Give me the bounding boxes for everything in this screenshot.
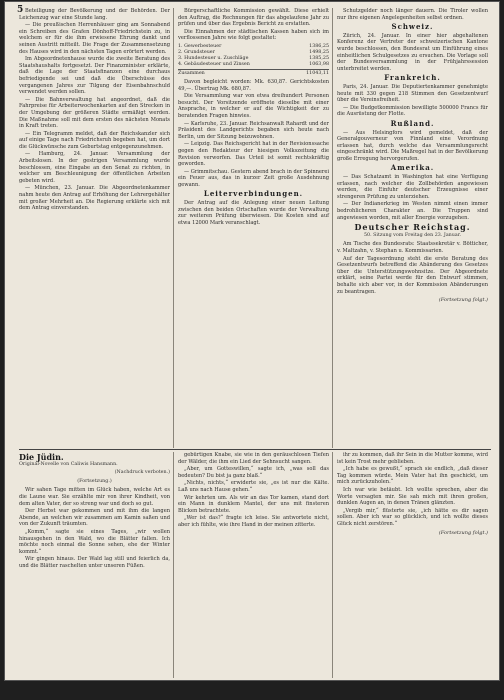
story-paragraph: Wir gingen hinaus. Der Wald lag still und feierlich da, und die Blätter raschelten unter unseren Füßen. — [19, 556, 170, 569]
story-column-3 — [337, 452, 491, 678]
newspaper-page — [5, 2, 499, 680]
news-paragraph: — Die Bahnverwaltung hat angeordnet, daß die Fahrpreise für Arbeiterwochenkarten auf den Strecken in der Umgebung der größeren Städte ermäßigt werden. Die Maßnahme soll mit dem ersten des nächsten Monats in Kraft treten. — [19, 96, 170, 130]
news-paragraph: Davon begleicht worden: Mk. 630,87. Gerichtskosten 49,—. Übertrag Mk. 680,87. — [178, 78, 329, 92]
news-paragraph: — Ein Telegramm meldet, daß der Reichskanzler sich auf einige Tage nach Friedrichsruh begeben hat, um dort die Glückwünsche zum Geburtstag entgegenzunehmen. — [19, 130, 170, 150]
section-heading: Leiterverbindungen. — [203, 189, 304, 199]
news-column-1 — [19, 8, 174, 448]
news-paragraph: Die Versammlung war von etwa dreihundert Personen besucht. Der Vorsitzende eröffnete dieselbe mit einer Ansprache, in welcher er auf die Wichtigkeit der zu beratenden Fragen hinwies. — [178, 93, 329, 119]
story-paragraph: „Komm,“ sagte sie eines Tages, „wir wollen hinausgehen in den Wald, wo die Blätter fallen. Ich möchte noch einmal die Sonne sehen, ehe der Winter kommt.“ — [19, 528, 170, 555]
table-total-row: Zusammen 11043,11 — [178, 70, 329, 76]
table-row: 3. Hundesteuer u. Zuschläge 1385,25 — [178, 55, 329, 61]
story-title: Die Jüdin. — [19, 452, 64, 462]
news-paragraph: — Aus Helsingfors wird gemeldet, daß der Generalgouverneur von Finnland eine Verordnung erlassen hat, durch welche das Versammlungsrecht eingeschränkt wird. Die Maßregel hat in der Bevölkerung große Erregung hervorgerufen. — [337, 129, 488, 162]
news-paragraph: — Der Indianerkrieg im Westen nimmt einen immer bedrohlicheren Charakter an. Die Truppen sind angewiesen worden, mit aller Energie vorzugehen. — [337, 201, 488, 221]
story-column-1 — [19, 452, 174, 678]
news-paragraph: — Die preußischen Herrenhäuser ging am Sonnabend ein Schreiben des Grafen Dönhoff-Friedrichstein zu, in welchem er für die ihm erwiesene Ehrung dankt und seinen Austritt mitteilt. Die Frage der Zusammensetzung des Hauses wird in den nächsten Tagen erörtert werden. — [19, 22, 170, 55]
feuilleton-divider — [19, 449, 491, 450]
continued-note: (Fortsetzung folgt.) — [438, 297, 488, 304]
story-continued: (Fortsetzung.) — [77, 478, 112, 484]
story-paragraph: Wir kehrten um. Als wir an das Tor kamen, stand dort ein Mann in dunklem Mantel, der uns mit finsteren Blicken betrachtete. — [178, 494, 329, 514]
story-paragraph: Der Herbst war gekommen und mit ihm die langen Abende, an welchen wir zusammen am Kamin saßen und von der Zukunft träumten. — [19, 508, 170, 528]
section-heading-reichstag: Deutscher Reichstag. — [354, 222, 471, 233]
story-paragraph: gebürtigen Knabe, sie wie in den geräuschlosen Tiefen der Wälder, die ihm ein Lied der Sehnsucht sangen. — [178, 452, 329, 465]
news-paragraph: Beteiligung der Bevölkerung und der Behörden. Der Leichenzug war eine Stunde lang. — [19, 8, 170, 21]
story-paragraph: ihr zu kommen, daß ihr Sein in die Mutter komme, wird ist kein Trost mehr geblieben. — [337, 452, 488, 465]
story-subtitle: Original-Novelle von Caliwis Hansmann. — [19, 461, 118, 467]
story-note: (Nachdruck verboten.) — [114, 470, 170, 476]
news-paragraph: Die Einnahmen der städtischen Kassen haben sich im verflossenen Jahre wie folgt gestaltet: — [178, 28, 329, 42]
news-paragraph: Bürgerschaftliche Kommission gewählt. Diese erhielt den Auftrag, die Rechnungen für das abgelaufene Jahr zu prüfen und über das Ergebnis Bericht zu erstatten. — [178, 8, 329, 28]
news-paragraph: Im Abgeordnetenhause wurde die zweite Beratung des Staatshaushalts fortgesetzt. Der Finanzminister erklärte, daß die Lage der Staatsfinanzen eine durchaus befriedigende sei und daß die Überschüsse des vergangenen Jahres zur Tilgung der Eisenbahnschuld verwendet werden sollen. — [19, 56, 170, 96]
news-column-3 — [337, 8, 491, 448]
news-column-2 — [178, 8, 333, 448]
story-paragraph: Ich war wie betäubt. Ich wollte sprechen, aber die Worte versagten mir. Sie sah mich mit ihren großen, dunklen Augen an, in denen Tränen glänzten. — [337, 486, 488, 507]
story-end-note: (Fortsetzung folgt.) — [438, 529, 488, 536]
page-number: 5 — [17, 5, 24, 15]
story-paragraph: „Vergib mir,“ flüsterte sie, „ich hätte es dir sagen sollen. Aber ich war so glücklich, und ich wollte dieses Glück nicht zerstören.“ — [337, 507, 488, 527]
news-columns — [19, 8, 491, 448]
section-heading-schweiz: Schweiz. — [391, 22, 434, 32]
news-paragraph: Paris, 24. Januar. Die Deputiertenkammer genehmigte heute mit 330 gegen 218 Stimmen den Gesetzentwurf über die Vereinsfreiheit. — [337, 83, 488, 104]
news-paragraph: — Hamburg, 24. Januar. Versammlung der Arbeitslosen. In der gestrigen Versammlung wurde beschlossen, eine Eingabe an den Senat zu richten, in welcher um Beschleunigung der öffentlichen Arbeiten gebeten wird. — [19, 151, 170, 184]
news-paragraph: Am Tische des Bundesrats: Staatssekretär v. Bötticher, v. Maltzahn, v. Stephan u. Kommissarien. — [337, 241, 488, 254]
story-paragraph: Wir sahen Tage mitten im Glück haben, welche Art es die Laune war. Sie erzählte mir von ihrer Kindheit, von dem alten Vater, der so streng war und doch so gut. — [19, 487, 170, 507]
table-row: 1. Gewerbesteuer 1386,25 — [178, 43, 329, 49]
news-paragraph: Schutzgelder noch länger dauern. Die Tiroler wollen nur ihre eigenen Angelegenheiten selbst ordnen. — [337, 8, 488, 21]
table-row: 4. Gebäudesteuer und Zinsen 1063,98 — [178, 61, 329, 67]
story-paragraph: „Aber, um Gotteswillen,“ sagte ich, „was soll das bedeuten? Du bist ja ganz blaß.“ — [178, 466, 329, 479]
story-paragraph: „Ich habe es gewußt,“ sprach sie endlich, „daß dieser Tag kommen würde. Mein Vater hat ihn geschickt, um mich zurückzuholen.“ — [337, 466, 488, 486]
news-paragraph: — Das Schatzamt in Washington hat eine Verfügung erlassen, nach welcher die Zollbehörden angewiesen werden, die Einfuhr deutscher Erzeugnisse einer strengeren Prüfung zu unterziehen. — [337, 174, 488, 200]
section-heading-amerika: Amerika. — [390, 163, 435, 173]
table-row: 2. Grundsteuer 1498,25 — [178, 49, 329, 55]
accounts-table — [178, 44, 329, 77]
news-paragraph: — Die Budgetkommission bewilligte 500000 Francs für die Ausrüstung der Flotte. — [337, 104, 488, 118]
news-paragraph: — Leipzig. Das Reichsgericht hat in der Revisionssache gegen den Redakteur der hiesigen Volkszeitung die Revision verworfen. Das Urteil ist somit rechtskräftig geworden. — [178, 141, 329, 168]
news-paragraph: Auf der Tagesordnung steht die erste Beratung des Gesetzentwurfs betreffend die Abänderung des Gesetzes über die Unterstützungswohnsitze. Der Abgeordnete erklärt, seine Partei werde für den Entwurf stimmen, behalte sich aber vor, in der Kommission Abänderungen zu beantragen. — [337, 255, 488, 295]
section-subheading: 50. Sitzung vom Freitag den 23. Januar. — [363, 232, 462, 238]
feuilleton-story — [19, 452, 491, 678]
news-paragraph: — Grimmitschau. Gestern abend brach in der Spinnerei ein Feuer aus, das in kurzer Zeit große Ausdehnung gewann. — [178, 168, 329, 188]
section-heading-russland: Rußland. — [390, 118, 435, 128]
section-heading-frankreich: Frankreich. — [384, 73, 441, 83]
news-paragraph: — München, 23. Januar. Die Abgeordnetenkammer nahm heute den Antrag auf Erhöhung der Lehrergehälter mit großer Mehrheit an. Die Regierung erklärte sich mit dem Antrag einverstanden. — [19, 185, 170, 212]
news-paragraph: Der Antrag auf die Anlegung einer neuen Leitung zwischen den beiden Ortschaften wurde der Verwaltung zur weiteren Prüfung überwiesen. Die Kosten sind auf etwa 12000 Mark veranschlagt. — [178, 200, 329, 226]
news-paragraph: — Karlsruhe, 23. Januar. Reichsanwalt Rahardt und der Präsident des Landgerichts begaben sich heute nach Berlin, um der Sitzung beizuwohnen. — [178, 120, 329, 140]
news-paragraph: Zürich, 24. Januar. In einer hier abgehaltenen Konferenz der Vertreter der schweizerischen Kantone wurde beschlossen, den Bundesrat um Einführung eines einheitlichen Schulgesetzes zu ersuchen. Die Vorlage soll der Bundesversammlung in der Frühjahrssession unterbreitet werden. — [337, 32, 488, 72]
story-paragraph: „Wer ist das?“ fragte ich leise. Sie antwortete nicht, aber ich fühlte, wie ihre Hand in der meinen zitterte. — [178, 515, 329, 528]
story-paragraph: „Nichts, nichts,“ erwiderte sie, „es ist nur die Kälte. Laß uns nach Hause gehen.“ — [178, 480, 329, 493]
story-column-2 — [178, 452, 333, 678]
